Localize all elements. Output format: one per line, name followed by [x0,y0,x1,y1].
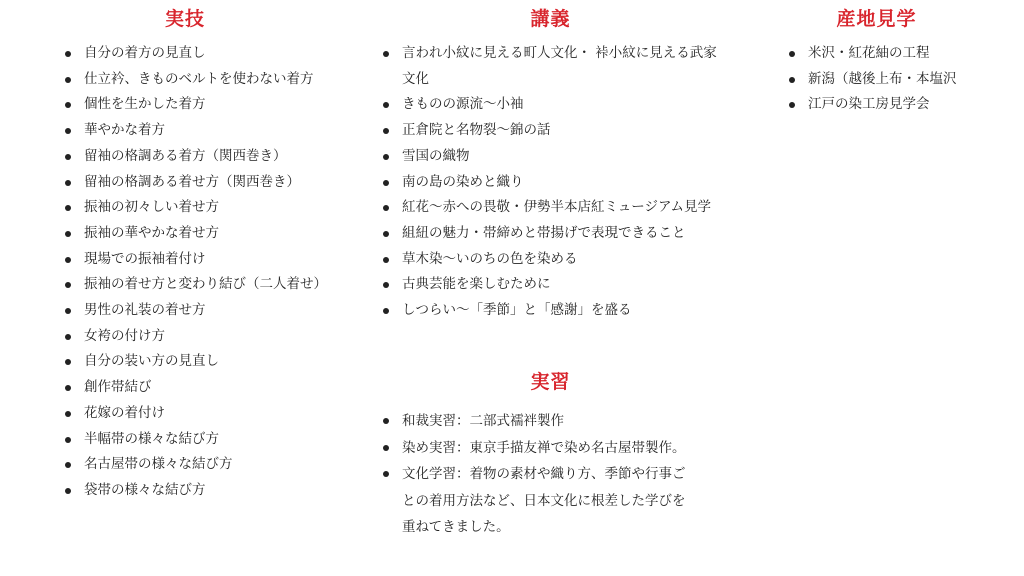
list-item [378,41,728,92]
list-item [784,92,1009,118]
list-item-text: 米沢・紅花紬の工程 [808,45,930,61]
list-item [378,461,708,541]
list-item [60,41,355,67]
bullet-icon [383,205,389,211]
list-item [378,144,728,170]
list-item [60,144,355,170]
list-item [60,170,355,196]
list-item [60,298,355,324]
list-item-text: 名古屋帯の様々な結び方 [84,456,233,473]
bullet-icon [383,257,389,263]
kougi-list [378,41,728,324]
bullet-icon [65,180,71,186]
list-item-text: 自分の着方の見直し [84,45,206,61]
list-item [784,41,1009,67]
list-item-text: 正倉院と名物裂〜錦の話 [402,122,551,139]
list-item-text: 振袖の華やかな着せ方 [84,224,219,241]
list-item [60,349,355,375]
bullet-icon [65,205,71,211]
bullet-icon [383,154,389,160]
sanchi-list [784,41,1009,118]
jitsugi-list [60,41,355,504]
bullet-icon [65,385,71,391]
list-item [60,452,355,478]
bullet-icon [383,102,389,108]
bullet-icon [65,437,71,443]
list-item [60,118,355,144]
list-item-text: 紅花〜赤への畏敬・伊勢半本店紅ミュージアム見学 [402,199,712,216]
list-item-text: きものの源流〜小袖 [402,96,524,113]
bullet-icon [789,77,795,83]
kougi-heading: 講義 [530,8,571,30]
list-item-text: 華やかな着方 [84,122,165,139]
list-item-text: 現場での振袖着付け [84,250,206,267]
list-item-text: 江戸の染工房見学会 [808,96,930,113]
list-item-text: 雪国の織物 [402,147,470,164]
bullet-icon [65,102,71,108]
list-item-text: 半幅帯の様々な結び方 [84,430,219,447]
list-item-text: 振袖の着せ方と変わり結び（二人着せ） [84,276,327,293]
list-item-text: しつらい〜「季節」と「感謝」を盛る [402,302,632,319]
list-item-text: 南の島の染めと織り [402,173,524,190]
list-item [378,408,708,435]
list-item-text: 花嫁の着付け [84,404,165,421]
bullet-icon [789,51,795,57]
jitsugi-heading: 実技 [164,8,205,30]
list-item [60,221,355,247]
list-item-text: 言われ小紋に見える町人文化・ 裃小紋に見える武家文化 [402,45,717,87]
bullet-icon [383,282,389,288]
bullet-icon [383,231,389,237]
list-item [60,195,355,221]
bullet-icon [65,154,71,160]
bullet-icon [65,411,71,417]
bullet-icon [65,308,71,314]
list-item [378,272,728,298]
list-item [60,401,355,427]
list-item [378,435,708,462]
bullet-icon [383,51,389,57]
list-item [60,92,355,118]
list-item-text: 創作帯結び [84,379,152,396]
bullet-icon [383,471,389,477]
list-item [378,298,728,324]
bullet-icon [383,445,389,451]
list-item-text: 男性の礼装の着せ方 [84,302,206,319]
bullet-icon [383,180,389,186]
list-item-text: 和裁実習：二部式襦袢製作 [402,413,564,429]
list-item-text: 組紐の魅力・帯締めと帯揚げで表現できること [402,224,686,241]
list-item-text: 草木染〜いのちの色を染める [402,250,578,267]
list-item [378,221,728,247]
bullet-icon [65,257,71,263]
bullet-icon [65,231,71,237]
bullet-icon [383,418,389,424]
bullet-icon [65,282,71,288]
list-item-text: 留袖の格調ある着せ方（関西巻き） [84,173,300,190]
list-item [60,247,355,273]
bullet-icon [65,51,71,57]
list-item [60,478,355,504]
list-item [378,118,728,144]
list-item-text: 新潟（越後上布・本塩沢 [808,70,957,87]
list-item [60,324,355,350]
bullet-icon [65,334,71,340]
bullet-icon [65,128,71,134]
list-item [60,272,355,298]
bullet-icon [789,102,795,108]
bullet-icon [65,359,71,365]
list-item [378,247,728,273]
list-item-text: 自分の装い方の見直し [84,353,219,370]
list-item [60,375,355,401]
list-item-text: 染め実習：東京手描友禅で染め名古屋帯製作。 [402,439,686,456]
list-item-text: 振袖の初々しい着せ方 [84,199,219,216]
list-item [60,427,355,453]
jisshu-heading: 実習 [530,371,571,393]
list-item [784,67,1009,93]
list-item-text: 袋帯の様々な結び方 [84,481,206,498]
list-item [378,170,728,196]
list-item-text: 女袴の付け方 [84,327,165,344]
bullet-icon [383,128,389,134]
list-item-text: 文化学習：着物の素材や織り方、季節や行事ごとの着用方法など、日本文化に根差した学びを重ねてきました。 [402,466,686,535]
sanchi-heading: 産地見学 [836,8,917,30]
bullet-icon [65,77,71,83]
bullet-icon [65,462,71,468]
list-item-text: 仕立衿、きものベルトを使わない着方 [84,70,314,87]
bullet-icon [383,308,389,314]
list-item-text: 古典芸能を楽しむために [402,276,551,293]
bullet-icon [65,488,71,494]
list-item [378,195,728,221]
list-item-text: 留袖の格調ある着方（関西巻き） [84,147,287,164]
list-item [60,67,355,93]
list-item-text: 個性を生かした着方 [84,96,206,113]
list-item [378,92,728,118]
jisshu-list [378,408,708,541]
